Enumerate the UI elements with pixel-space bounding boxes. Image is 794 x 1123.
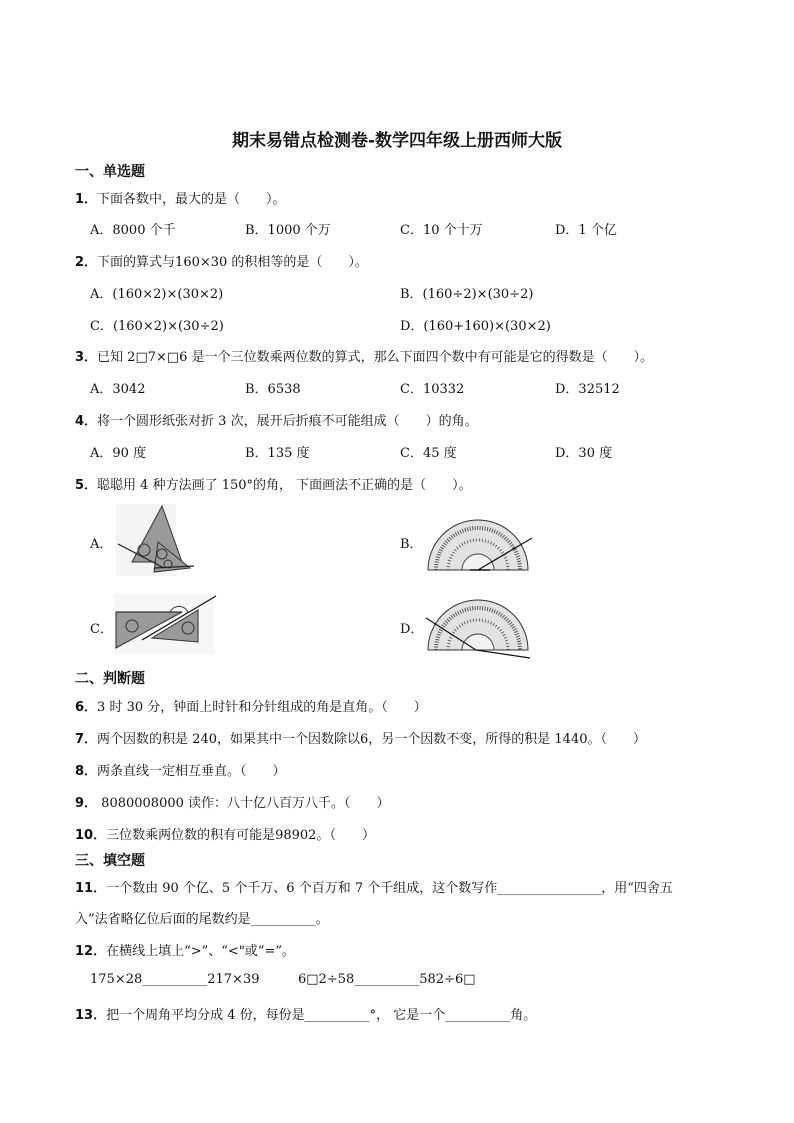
question-text: 下面的算式与160×30 的积相等的是（ ）。 — [97, 255, 368, 270]
question-text: 将一个圆形纸张对折 3 次，展开后折痕不可能组成（ ）的角。 — [97, 414, 478, 429]
question-4 — [75, 410, 478, 429]
question-1 — [75, 188, 286, 207]
section-heading-single-choice: 一、单选题 — [75, 164, 145, 180]
question-10 — [75, 824, 375, 843]
page-title: 期末易错点检测卷-数学四年级上册西师大版 — [231, 131, 563, 151]
q5-figure-d-protractor — [424, 592, 534, 662]
question-number: 11． — [75, 881, 107, 896]
question-number: 8． — [75, 764, 98, 779]
q4-option-a[interactable]: A．90 度 — [90, 446, 147, 461]
question-8 — [75, 760, 286, 779]
q1-option-c[interactable]: C．10 个十万 — [400, 223, 483, 238]
q3-option-c[interactable]: C．10332 — [400, 382, 465, 397]
question-text: 已知 2□7×□6 是一个三位数乘两位数的算式，那么下面四个数中有可能是它的得数是（ ）。 — [97, 350, 654, 365]
question-number: 2． — [75, 255, 98, 270]
q4-option-c[interactable]: C．45 度 — [400, 446, 457, 461]
question-text: 把一个周角平均分成 4 份，每份是__________°， 它是一个__________角。 — [106, 1008, 537, 1023]
question-9 — [75, 792, 390, 811]
q5-figure-c-set-squares — [112, 592, 218, 656]
question-text: 一个数由 90 个亿、5 个千万、6 个百万和 7 个千组成，这个数写作________________，用“四舍五 — [106, 881, 673, 896]
q2-option-d[interactable]: D．(160+160)×(30×2) — [400, 319, 551, 334]
q5-option-a[interactable]: A． — [90, 537, 113, 552]
question-number: 10． — [75, 828, 107, 843]
question-text: 3 时 30 分，钟面上时针和分针组成的角是直角。（ ） — [97, 700, 427, 715]
question-13 — [75, 1004, 536, 1023]
question-text: 聪聪用 4 种方法画了 150°的角， 下面画法不正确的是（ ）。 — [97, 478, 472, 493]
question-7 — [75, 728, 646, 747]
section-heading-fill-blank: 三、填空题 — [75, 853, 145, 869]
q2-option-c[interactable]: C．(160×2)×(30÷2) — [90, 319, 224, 334]
question-number: 9． — [75, 796, 98, 811]
question-text: 8080008000 读作：八十亿八百万八千。（ ） — [97, 796, 390, 811]
question-number: 7． — [75, 732, 98, 747]
question-text: 两条直线一定相互垂直。（ ） — [97, 764, 286, 779]
question-text: 三位数乘两位数的积有可能是98902。（ ） — [106, 828, 375, 843]
q5-figure-b-protractor — [424, 508, 534, 574]
question-11-continued: 入”法省略亿位后面的尾数约是__________。 — [75, 912, 329, 927]
q1-option-d[interactable]: D．1 个亿 — [555, 223, 617, 238]
q1-option-b[interactable]: B．1000 个万 — [245, 223, 331, 238]
q3-option-b[interactable]: B．6538 — [245, 382, 301, 397]
question-12 — [75, 940, 295, 959]
q12-expression-1: 175×28__________217×39 — [90, 972, 260, 987]
question-5 — [75, 474, 472, 493]
question-text: 在横线上填上“>”、“<"或“=”。 — [106, 944, 295, 959]
q1-option-a[interactable]: A．8000 个千 — [90, 223, 176, 238]
question-text: 下面各数中，最大的是（ ）。 — [97, 192, 286, 207]
q5-option-b[interactable]: B． — [400, 537, 423, 552]
question-number: 13． — [75, 1008, 107, 1023]
question-number: 1． — [75, 192, 98, 207]
question-6 — [75, 696, 427, 715]
section-heading-true-false: 二、判断题 — [75, 671, 145, 687]
question-11 — [75, 877, 673, 896]
q5-figure-a-set-squares — [114, 502, 196, 578]
question-number: 5． — [75, 478, 98, 493]
q2-option-a[interactable]: A．(160×2)×(30×2) — [90, 287, 224, 302]
q3-option-a[interactable]: A．3042 — [90, 382, 146, 397]
question-2 — [75, 251, 368, 270]
q3-option-d[interactable]: D．32512 — [555, 382, 620, 397]
question-number: 4． — [75, 414, 98, 429]
q4-option-b[interactable]: B．135 度 — [245, 446, 310, 461]
q5-option-d[interactable]: D． — [400, 622, 424, 637]
q12-expression-2: 6□2÷58__________582÷6□ — [298, 972, 476, 987]
question-number: 12． — [75, 944, 107, 959]
question-3 — [75, 346, 653, 365]
q2-option-b[interactable]: B．(160÷2)×(30÷2) — [400, 287, 534, 302]
q4-option-d[interactable]: D．30 度 — [555, 446, 613, 461]
question-number: 6． — [75, 700, 98, 715]
question-number: 3． — [75, 350, 98, 365]
question-text: 两个因数的积是 240，如果其中一个因数除以6，另一个因数不变，所得的积是 1440。（ ） — [97, 732, 646, 747]
q5-option-c[interactable]: C． — [90, 622, 113, 637]
